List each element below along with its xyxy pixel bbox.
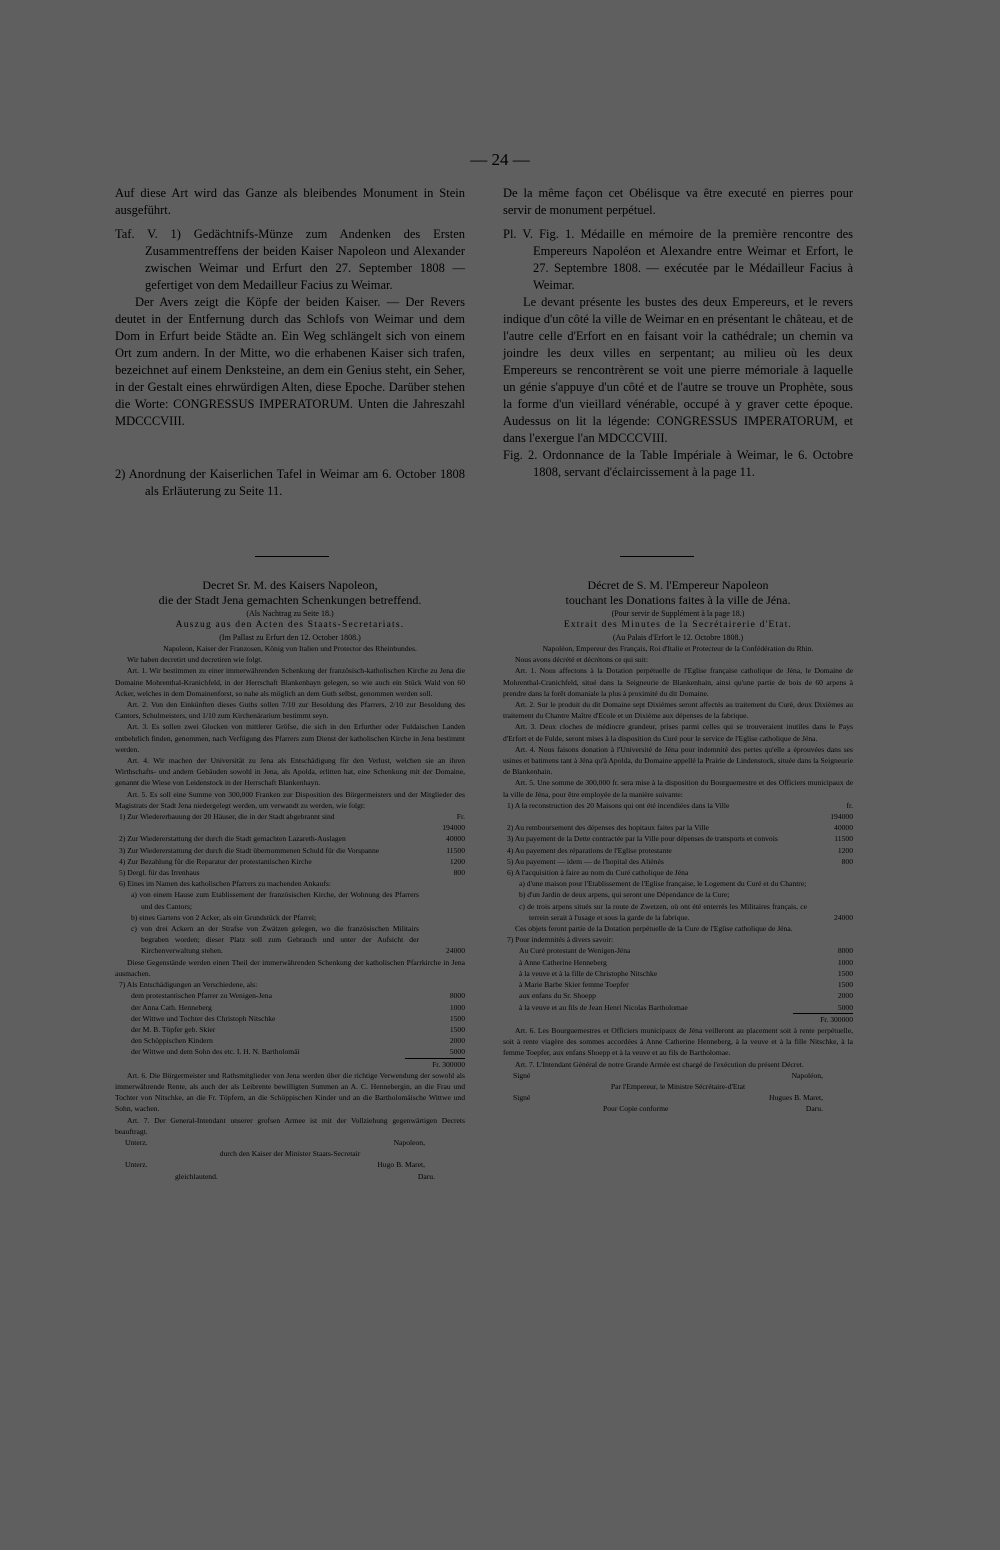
expense-row	[503, 845, 853, 856]
left-plate-caption	[115, 226, 465, 294]
right-expense-list	[503, 800, 853, 878]
expense-amount: 40000	[834, 823, 853, 833]
expense-label: 6) A l'acquisition à faire au nom du Curé catholique de Jéna	[507, 868, 689, 878]
expense-label: 5) Au payement — idem — de l'hopital des Aliénés	[507, 856, 664, 866]
expense-amount: 1500	[837, 980, 853, 990]
left-decree-subtitle: die der Stadt Jena gemachten Schenkungen betreffend.	[158, 593, 422, 607]
right-sub-amount: 24000	[834, 912, 853, 922]
right-intro-paragraph: De la même façon cet Obélisque va être executé en pierres pour servir de monument perpétuel.	[503, 186, 853, 217]
expense-amount: 2000	[837, 991, 853, 1001]
right-article-1: Art. 1. Nous affectons à la Dotation perpétuelle de l'Eglise française catholique de Jéna, le Domaine de Mohrenthal-Cranichfeld, situé dans la Seigneurie de Blankenhain, ainsi qu'une partie de bois de 60 arpens à prendre dans la forêt domaniale la plus à proximité du dit Domaine.	[503, 666, 853, 698]
sub-item: a) d'une maison pour l'Etablissement de l'Eglise française, le Logement du Curé et du Chantre;	[519, 879, 807, 889]
expense-label: der Wittwe und dem Sohn des etc. I. H. N. Bartholomäi	[131, 1047, 300, 1057]
expense-row	[503, 822, 853, 833]
expense-row	[503, 990, 853, 1001]
right-upper-column	[503, 185, 853, 481]
left-signature-3-name: Hugo B. Maret,	[377, 1160, 425, 1170]
right-decree-note: (Pour servir de Supplément à la page 18.)	[611, 609, 745, 618]
expense-amount: 1500	[449, 1013, 465, 1023]
expense-row	[503, 833, 853, 844]
left-signature-3	[115, 1159, 465, 1170]
expense-row	[503, 856, 853, 867]
right-plate-label: Pl. V. Fig. 1.	[503, 227, 575, 241]
expense-row	[503, 957, 853, 968]
right-article-4: Art. 4. Nous faisons donation à l'Université de Jéna pour indemnité des pertes qu'elle a éprouvées dans ses usines et batimens tant à Jéna qu'à Apolda, du Domaine appellé la Prairie de Lindenstock, située dans la Seigneurie de Blankenhain.	[503, 744, 853, 777]
right-signature-1	[503, 1070, 853, 1081]
expense-amount: 5000	[837, 1002, 853, 1012]
right-article-7: Art. 7. L'Intendant Général de notre Grande Armée est chargé de l'exécution du présent Décret.	[515, 1059, 804, 1069]
left-decree-intro: Napoleon, Kaiser der Franzosen, König von Italien und Protector des Rheinbundes.	[163, 644, 417, 653]
left-article-4: Art. 4. Wir machen der Universität zu Jena als Entschädigung für den Verlust, welchen sie an ihren Wirthschafts- und andern Gebäuden sowohl in Jena, als Apolda, erlitten hat, eine Schenkung mit der Domaine, genannt die Wiese von Leidenstock in der Herrschaft Blankenhayn.	[115, 756, 465, 788]
expense-row	[115, 1013, 465, 1024]
right-decree-subtitle: touchant les Donations faites à la ville de Jéna.	[565, 593, 791, 607]
right-signature-label: Signé	[513, 1070, 531, 1080]
left-description-paragraph: Der Avers zeigt die Köpfe der beiden Kaiser. — Der Revers deutet in der Entfernung durch das Schlofs von Weimar und dem Dom in Erfurt beide Städte an. Ein Weg schlängelt sich von einem Ort zum andern. In der Mitte, wo die erhabenen Kaiser sich trafen, bezeichnet auf einem Denksteine, an dem ein Genius steht, ein Seher, in der Gestalt eines ehrwürdigen Alten, diese Epoche. Darüber stehen die Worte: CONGRESSUS IMPERATORUM. Unten die Jahreszahl MDCCCVIII.	[115, 295, 465, 428]
expense-amount: 1500	[837, 968, 853, 978]
expense-row	[115, 811, 465, 833]
right-decree-intro: Napoléon, Empereur des Français, Roi d'Italie et Protecteur de la Confédération du Rhin.	[542, 644, 814, 653]
left-decree-title: Decret Sr. M. des Kaisers Napoleon,	[202, 578, 378, 592]
expense-amount: 40000	[446, 834, 465, 844]
right-article-6: Art. 6. Les Bourguemestres et Officiers municipaux de Jéna veilleront au placement soit à rente perpétuelle, soit à rente viagère des sommes accordées à Anne Catherine Henneberg, à la veuve et à la fille Nitschke, à la femme Toepfer, aux enfans Shoepp et à la veuve et au fils de Bartholomae.	[503, 1025, 853, 1058]
expense-row	[115, 833, 465, 844]
left-decree	[115, 578, 465, 1182]
expense-amount: 800	[841, 856, 853, 866]
sub-item: b) eines Gartens von 2 Acker, als ein Grundstück der Pfarrei;	[131, 912, 317, 922]
left-recipient-list	[115, 990, 465, 1057]
expense-amount: 1500	[449, 1024, 465, 1034]
right-decree-heading: Extrait des Minutes de la Secrétairerie d'Etat.	[563, 620, 793, 630]
expense-amount: 1000	[449, 1002, 465, 1012]
left-item-7: 7) Als Entschädigungen an Verschiedene, als:	[119, 980, 258, 990]
expense-row	[115, 878, 465, 889]
sub-item: b) d'un Jardin de deux arpens, qui seront une Dépendance de la Cure;	[519, 890, 730, 900]
expense-row	[503, 968, 853, 979]
left-article-2: Art. 2. Von den Einkünften dieses Guths sollen 7/10 zur Besoldung des Pfarrers, 2/10 zur Besoldung des Cantors, Schulmeisters, und 1/10 zum Kirchenärarium bestimmt seyn.	[115, 700, 465, 721]
expense-amount: 5000	[449, 1047, 465, 1057]
expense-amount: 1200	[449, 856, 465, 866]
expense-label: 1) A la reconstruction des 20 Maisons qui ont été incendiées dans la Ville	[507, 800, 730, 810]
right-signature-3-name: Hugues B. Maret,	[769, 1093, 823, 1103]
left-plate-label: Taf. V.	[115, 227, 158, 241]
right-decree-place: (Au Palais d'Erfort le 12. Octobre 1808.)	[612, 633, 744, 642]
right-decree-title: Décret de S. M. l'Empereur Napoleon	[587, 578, 769, 592]
right-signature-4-label: Pour Copie conforme	[603, 1104, 669, 1114]
expense-row	[503, 945, 853, 956]
right-separator-rule	[620, 556, 694, 557]
sub-item: a) von einem Hause zum Etablissement der französischen Kirche, der Wohnung des Pfarrers und des Cantors;	[131, 890, 419, 911]
left-sub-amount: 24000	[446, 946, 465, 956]
right-description-paragraph: Le devant présente les bustes des deux Empereurs, et le revers indique d'un côté la ville de Weimar en en présentant le château, et de l'autre celle d'Erfort en en faisant voir la cathédrale; un chemin va joindre les deux villes en serpentant; au milieu où les deux Empereurs se rencontrèrent se voit une pierre mémoriale à laquelle un génie s'appuye d'un côté et de l'autre se trouve un Prophète, sous la forme d'un vieillard vénérable, occupé à y graver cette époque. Audessus on lit la légende: CONGRESSUS IMPERATORUM, et dans l'exergue l'an MDCCCVIII.	[503, 295, 853, 445]
expense-label: 5) Dergl. für das Irrenhaus	[119, 868, 200, 878]
right-signature-name: Napoléon,	[791, 1070, 823, 1080]
expense-amount: 1000	[837, 957, 853, 967]
expense-amount: Fr. 194000	[442, 812, 465, 833]
left-decree-place: (Im Pallast zu Erfurt den 12. October 1808.)	[219, 633, 361, 642]
right-item-7: 7) Pour indemnités à divers savoir:	[507, 935, 614, 945]
expense-label: der M. B. Töpfer geb. Skier	[131, 1024, 216, 1034]
left-total: Fr. 300000	[405, 1058, 465, 1070]
expense-amount: 800	[453, 868, 465, 878]
expense-row	[503, 1002, 853, 1013]
right-article-5: Art. 5. Une somme de 300,000 fr. sera mise à la disposition du Bourguemestre et des Officiers municipaux de la ville de Jéna, pour être employée de la manière suivante:	[503, 778, 853, 799]
right-signature-4	[503, 1103, 853, 1114]
expense-amount: 1200	[837, 845, 853, 855]
expense-label: der Anna Cath. Henneberg	[131, 1002, 212, 1012]
left-table-caption: 2) Anordnung der Kaiserlichen Tafel in Weimar am 6. October 1808 als Erläuterung zu Seite 11.	[115, 467, 465, 498]
expense-label: 4) Zur Bezahlung für die Reparatur der protestantischen Kirche	[119, 856, 312, 866]
expense-row	[115, 856, 465, 867]
expense-row	[503, 800, 853, 822]
expense-label: 2) Zur Wiedererstattung der durch die Stadt gemachten Lazareth-Auslagen	[119, 834, 346, 844]
expense-label: 2) Au remboursement des dépenses des hopitaux faites par la Ville	[507, 823, 709, 833]
left-signature-name: Napoleon,	[393, 1137, 425, 1147]
expense-amount: fr. 194000	[830, 800, 853, 822]
expense-label: 3) Au payement de la Dette contractée par la Ville pour dépenses de transports et convois	[507, 834, 778, 844]
right-signature-3-label: Signé	[513, 1093, 531, 1103]
expense-row	[115, 867, 465, 878]
left-article-5-note: Diese Gegenstände werden einen Theil der immerwährenden Schenkung der katholischen Pfarrkirche in Jena ausmachen.	[115, 957, 465, 978]
right-decree	[503, 578, 853, 1115]
expense-row	[115, 1046, 465, 1057]
expense-row	[115, 990, 465, 1001]
expense-label: 3) Zur Wiedererstattung der durch die Stadt übernommenen Schuld für die Vorspanne	[119, 845, 380, 855]
left-signature-4	[115, 1171, 465, 1182]
expense-label: aux enfans du Sr. Shoepp	[519, 991, 596, 1001]
right-table-caption: Fig. 2. Ordonnance de la Table Impériale à Weimar, le 6. Octobre 1808, servant d'éclaircissement à la page 11.	[503, 448, 853, 479]
sub-item: c) von drei Ackern an der Strafse von Zwätzen gelegen, wo die französischen Militairs begraben worden; dieser Platz soll zum Gebrauch und unter der Aufsicht der Kirchenverwaltung stehen.	[131, 924, 419, 956]
expense-amount: 8000	[837, 946, 853, 956]
expense-amount: 11500	[446, 845, 465, 855]
left-signature-4-name: Daru.	[417, 1171, 435, 1181]
left-signature-1	[115, 1137, 465, 1148]
right-sub-items	[503, 878, 813, 923]
expense-label: à la veuve et au fils de Jean Henri Nicolas Bartholomae	[519, 1002, 688, 1012]
expense-row	[503, 979, 853, 990]
expense-row	[115, 1024, 465, 1035]
expense-amount: 11500	[834, 834, 853, 844]
left-sub-items	[115, 889, 425, 956]
left-expense-list	[115, 811, 465, 889]
expense-row	[115, 1035, 465, 1046]
expense-label: der Wittwe und Tochter des Christoph Nitschke	[131, 1013, 276, 1023]
left-decree-formula: Wir haben decretirt und decretiren wie folgt.	[127, 655, 263, 665]
left-sub-block	[115, 889, 465, 956]
right-recipient-list	[503, 945, 853, 1012]
expense-label: à Anne Catherine Henneberg	[519, 957, 607, 967]
right-signature-3	[503, 1092, 853, 1103]
right-decree-formula: Nous avons décrété et décrétons ce qui suit:	[515, 655, 649, 665]
left-article-3: Art. 3. Es sollen zwei Glocken von mittlerer Gröfse, die sich in den Erfurther oder Fuldaischen Landen entbehrlich finden, genommen, nach Verfügung des Pfarrers zum Dienst der katholischen Kirche in Jena bestimmt werden.	[115, 722, 465, 754]
expense-label: den Schöppischen Kindern	[131, 1036, 213, 1046]
right-plate-text: Médaille en mémoire de la première rencontre des Empereurs Napoléon et Alexandre entre Weimar et Erfort, le 27. Septembre 1808. — exécutée par le Médailleur Facius à Weimar.	[533, 227, 853, 292]
left-signature-4-label: gleichlautend.	[175, 1171, 218, 1181]
right-total: Fr. 300000	[793, 1013, 853, 1025]
right-signature-4-name: Daru.	[805, 1104, 823, 1114]
expense-label: 6) Eines im Namen des katholischen Pfarrers zu machenden Ankaufs:	[119, 879, 331, 889]
expense-label: à la veuve et à la fille de Christophe Nitschke	[519, 968, 658, 978]
right-article-2: Art. 2. Sur le produit du dit Domaine sept Dixièmes seront affectés au traitement du Curé, deux Dixièmes au traitement du Chantre Maître d'Ecole et un Dixième aux dépenses de la fabrique.	[503, 700, 853, 721]
page-number: — 24 —	[470, 150, 530, 169]
left-separator-rule	[255, 556, 329, 557]
expense-label: dem protestantischen Pfarrer zu Wenigen-Jena	[131, 991, 272, 1001]
left-decree-note: (Als Nachtrag zu Seite 18.)	[246, 609, 334, 618]
left-upper-column	[115, 185, 465, 500]
expense-amount: 8000	[449, 991, 465, 1001]
expense-row	[503, 867, 853, 878]
expense-row	[115, 845, 465, 856]
left-article-1: Art. 1. Wir bestimmen zu einer immerwährenden Schenkung der französisch-katholischen Kirche zu Jena die Domaine Mohrenthal-Kranichfeld, in der Herrschaft Blankenhayn gelegen, so wie auch ein Stück Wald von 60 Acker, welches in dem Domainenforst, so nahe als möglich an dem Guth selbst, genommen werden soll.	[115, 666, 465, 698]
left-plate-text: 1) Gedächtnifs-Münze zum Andenken des Ersten Zusammentreffens der beiden Kaiser Napoleon und Alexander zwischen Weimar und Erfurt den 27. September 1808 — gefertiget von dem Medailleur Facius zu Weimar.	[145, 227, 466, 292]
expense-label: Au Curé protestant de Wenigen-Jéna	[519, 946, 631, 956]
left-signature-3-label: Unterz.	[125, 1160, 148, 1170]
expense-label: 4) Au payement des réparations de l'Eglise protestante	[507, 845, 672, 855]
expense-label: 1) Zur Wiedererbauung der 20 Häuser, die in der Stadt abgebrannt sind	[119, 812, 335, 822]
left-article-7: Art. 7. Der General-Intendant unserer grofsen Armee ist mit der Vollziehung gegenwärtigen Decrets beauftragt.	[115, 1115, 465, 1136]
right-signature-2: Par l'Empereur, le Ministre Sécrétaire-d'Etat	[610, 1081, 746, 1091]
left-signature-2: durch den Kaiser der Minister Staats-Secretair	[219, 1149, 361, 1159]
expense-row	[115, 1002, 465, 1013]
left-article-5: Art. 5. Es soll eine Summe von 300,000 Franken zur Disposition des Bürgermeisters und der Mitglieder des Magistrats der Stadt Jena niedergelegt werden, um verwandt zu werden, wie folgt:	[115, 789, 465, 810]
sub-item: c) de trois arpens situés sur la route de Zwetzen, où ont été enterrés les Militaires français, ce terrein serait à l'usage et sous la garde de la fabrique.	[519, 901, 807, 922]
right-sub-block	[503, 878, 853, 923]
left-signature-label: Unterz.	[125, 1137, 148, 1147]
right-plate-caption	[503, 226, 853, 294]
left-decree-heading: Auszug aus den Acten des Staats-Secretariats.	[175, 620, 405, 630]
right-article-5-note: Ces objets feront partie de la Dotation perpétuelle de la Cure de l'Eglise catholique de Jéna.	[515, 924, 793, 934]
left-article-6: Art. 6. Die Bürgermeister und Rathsmitglieder von Jena werden über die richtige Verwendung der sowohl als immerwährende Rente, als auch der als Leibrente bewilligten Summen an A. C. Hennebergin, an die Frau und Tochter von Nitschke, an die Fr. Töpfern, an die Schöppischen Kinder und an die Bartholomäische Wittwe und Sohn, wachen.	[115, 1070, 465, 1114]
expense-amount: 2000	[449, 1036, 465, 1046]
expense-label: à Marie Barbe Skier femme Toepfer	[519, 980, 629, 990]
left-intro-paragraph: Auf diese Art wird das Ganze als bleibendes Monument in Stein ausgeführt.	[115, 186, 465, 217]
right-article-3: Art. 3. Deux cloches de médiocre grandeur, prises parmi celles qui se trouveraient inutiles dans le Pays d'Erfort et de Fulde, seront mises à la disposition du Curé pour le service de l'Eglise catholique de Jéna.	[503, 722, 853, 743]
